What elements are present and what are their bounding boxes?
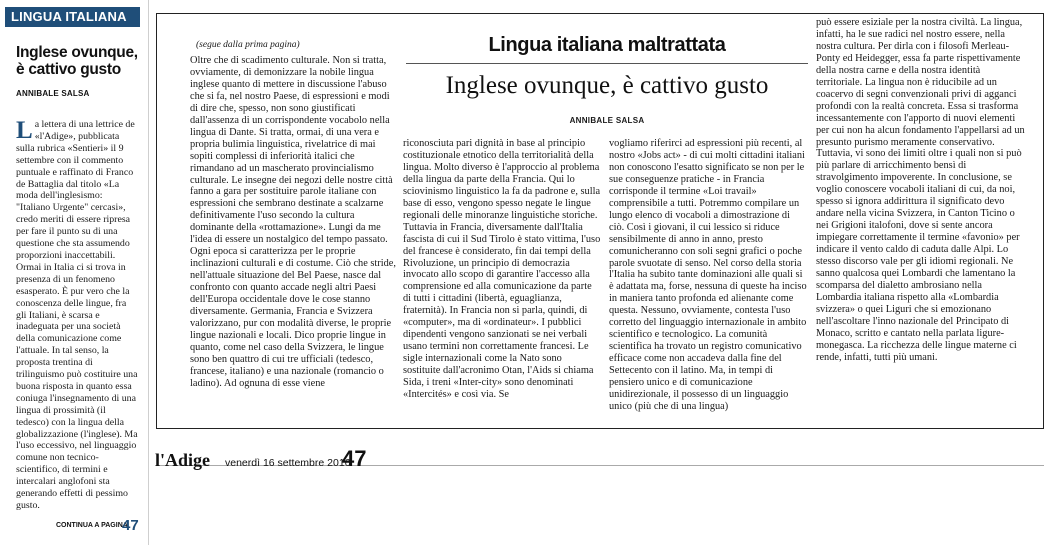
left-article-title: Inglese ovunque, è cattivo gusto (16, 44, 138, 78)
issue-date: venerdì 16 settembre 2016 (225, 457, 351, 469)
continua-page-number[interactable]: 47 (122, 517, 139, 534)
article-column-1: Oltre che di scadimento culturale. Non si tratta, ovviamente, di demonizzare la nobile lingua inglese quanto di mettere in discussione l'abuso che si fa, nel nostro Paese, di espressioni e modi di dire che, spesso, non sono giustificati dall'assenza di un corrispondente vocabolo nella lingua di Dante. Si tratta, ormai, di una vera e propria bulimia linguistica, rivelatrice di mai sopiti complessi di inferiorità italici che rimandano ad un mascherato provincialismo culturale. Le insegne dei negozi delle nostre città fanno a gara per sostituire parole italiane con espressioni che sembrano destinate a scalzarne definitivamente l'uso secondo la cultura dominante della «rottamazione». Lungi da me l'idea di essere un nostalgico del tempo passato. Ogni epoca si caratterizza per le proprie inclinazioni culturali e di costume. Ciò che stride, nell'attuale situazione del Bel Paese, nasce dal confronto con quanto accade negli altri Paesi dell'Europa occidentale dove le cose stanno diversamente. Germania, Francia e Svizzera valorizzano, pur con modalità diverse, le proprie lingue nazionali e locali. Dico proprie lingue in quanto, come nel caso della Svizzera, le lingue sono ben quattro di cui tre ufficiali (tedesco, francese, italiano) e una nazionale (romancio o ladino). Ad ognuna di esse viene (190, 55, 396, 389)
article-author: ANNIBALE SALSA (569, 116, 645, 125)
article-headline: Lingua italiana maltrattata (488, 34, 726, 56)
article-column-4: può essere esiziale per la nostra civiltà. La lingua, infatti, ha le sue radici nel nostro essere, nella nostra cultura. Per dirla con i filosofi Merleau-Ponty ed Heidegger, essa fa parte rispettivamente della nostra carne e della nostra identità territoriale. La lingua non è riducibile ad un coacervo di segni convenzionali privi di agganci profondi con la realtà concreta. Essa si trasforma incessantemente con l'apporto di nuovi elementi per cui non ha alcun fondamento l'appellarsi ad un presunto purismo meramente conservativo. Tuttavia, vi sono dei limiti oltre i quali non si può più parlare di arricchimento bensì di stravolgimento impoverente. In conclusione, se voglio conoscere vocaboli italiani di cui, da noi, spesso si ignora addirittura il significato devo andare nella vicina Svizzera, in Canton Ticino o nei Grigioni italofoni, dove si sente ancora impiegare correttamente il termine «favonio» per indicare il vento caldo di caduta dalle Alpi. Lo stesso discorso vale per gli idiomi regionali. Ne sanno qualcosa quei Lombardi che lamentano la scomparsa del dialetto ambrosiano nella Lombardia italiana rispetto alla «Lombardia svizzera» o quei Liguri che si emozionano nell'ascoltare l'inno nazionale del Principato di Monaco, scritto e cantato nella parlata ligure-monegasca. La ricchezza delle lingue materne ci rende, infatti, tutti più umani. (816, 17, 1025, 363)
article-column-3: vogliamo riferirci ad espressioni più recenti, al nostro «Jobs act» - di cui molti cittadini italiani non conoscono l'esatto significato se non per le sue conseguenze pratiche - in Francia corrisponde il termine «Loi travail» comprensibile a tutti. Potremmo compilare un lungo elenco di vocaboli a dimostrazione di ciò. Così i giovani, il cui lessico si riduce sensibilmente di anno in anno, presto comunicheranno con soli segni grafici o poche parole svuotate di senso. Nel corso della storia l'Italia ha subito tante dominazioni alle quali si è adattata ma, forse, nessuna di queste ha inciso in maniera tanto profonda ed alienante come questa. Nessuno, ovviamente, contesta l'uso corretto del linguaggio internazionale in ambito scientifico e tecnologico. La comunità scientifica ha trovato un registro comunicativo efficace come non accadeva dalla fine del Settecento con il latino. Ma, in tempi di pensiero unico e di comunicazione unidirezionale, il possesso di un linguaggio unico (più che di una lingua) (609, 138, 807, 412)
left-article-body (16, 119, 139, 514)
dropcap: L (16, 119, 33, 144)
page-number: 47 (342, 446, 367, 471)
continua-a-pagina-label: CONTINUA A PAGINA (56, 522, 128, 529)
article-column-2: riconosciuta pari dignità in base al principio costituzionale etnotico della territorialità della lingua. Molto diverso è l'approccio al problema della lingua da parte della Francia. Qui lo sciovinismo linguistico la fa da padrone e, sulla base di esso, vengono spesso negate le lingue regionali delle minoranze linguistiche storiche. Tuttavia in Francia, diversamente dall'Italia fascista di cui il Sud Tirolo è stato vittima, l'uso del francese è considerato, fin dai tempi della Rivoluzione, un principio di democrazia invocato allo scopo di garantire l'accesso alla comprensione ed alla comunicazione da parte di tutti i cittadini (libertà, eguaglianza, fraternità). In Francia non si parla, quindi, di «computer», ma di «ordinateur». I pubblici dipendenti vengono sanzionati se nei verbali usano termini non correttamente francesi. Le sigle internazionali come la Nato sono sostituite dall'acronimo Otan, l'Aids si chiama Sida, i treni «Inter-city» sono denominati «Intercités» e così via. Se (403, 138, 601, 401)
segue-note: (segue dalla prima pagina) (196, 40, 300, 50)
left-article-author: ANNIBALE SALSA (16, 89, 90, 98)
newspaper-logo: l'Adige (155, 450, 211, 470)
left-article-text: a lettera di una lettrice de «l'Adige», pubblicata sulla rubrica «Sentieri» il 9 settembre con il commento puntuale e raffinato di Franco de Battaglia dal titolo «La moda dell'inglesismo: "Italiano Urgente" cercasi», credo meriti di essere ripresa per fare il punto su di una questione che sta assumendo proporzioni inaccettabili. Ormai in Italia ci si trova in presenza di un fenomeno esasperato. È pur vero che la conoscenza delle lingue, fra gli Italiani, è scarsa e inadeguata per una società della comunicazione come l'attuale. In tal senso, la proposta trentina di trilinguismo può costituire una buona risposta in quanto essa coniuga l'insegnamento di una lingua di prossimità (il tedesco) con la lingua della globalizzazione (l'inglese). Ma l'uso eccessivo, nel linguaggio comune non tecnico-scientifico, di termini e intercalari anglofoni sta generando effetti di pessimo gusto. (16, 119, 138, 511)
article-subheadline: Inglese ovunque, è cattivo gusto (445, 72, 769, 99)
headline-rule (406, 63, 808, 64)
section-header: LINGUA ITALIANA (5, 7, 140, 27)
column-divider (148, 0, 149, 545)
